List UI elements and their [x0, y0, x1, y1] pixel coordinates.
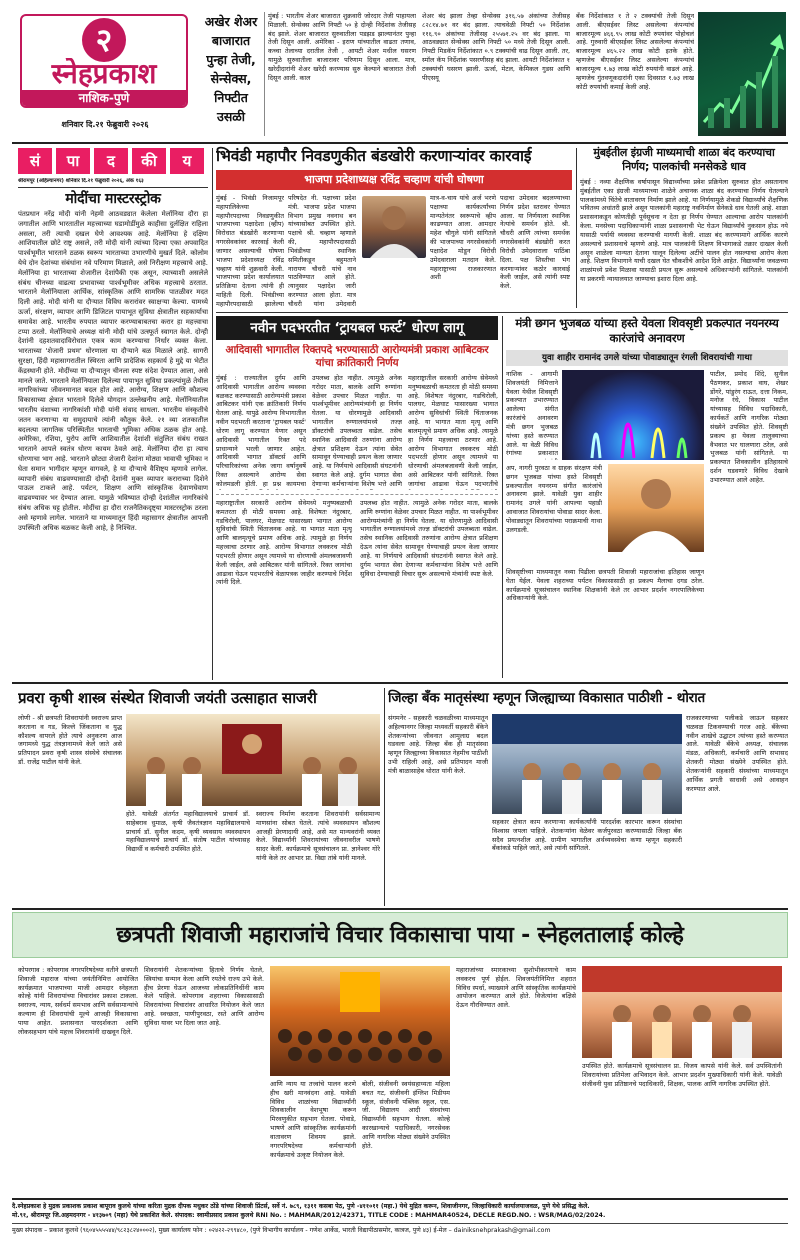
pravara-headline: प्रवरा कृषी शास्त्र संस्थेत शिवाजी जयंती उत्साहात साजरी [18, 689, 317, 707]
fountain-icon [562, 370, 704, 460]
market-col-2: शेअर बंद झाला तेव्हा सेन्सेक्स ३१६.५७ अंकांच्या तेजीसह ८२८१४.७१ वर बंद झाला. त्याचवेळी निफ्टी ५० निर्देशांक ११६.९० अंकांच्या तेजीसह २५५७१.२५ वर बंद झाला. या आठवड्यात सेन्सेक्स आणि निफ्टी ५० मध्ये तेजी दिसून आली. निफ्टी मिडकॅप निर्देशांकात ०.९ टक्क्यांची वाढ दिसून आली. तर, स्मॉल कॅप निर्देशांक पसरणीसह बंद झाला. आयटी निर्देशांकात १ टक्क्यांची घसरण झाली. ऊर्जा, मेटल, केमिकल गुडस आणि पीएसयू [422, 12, 570, 82]
bhujbal-story [506, 316, 788, 678]
date-line: शनिवार दि.२१ फेब्रुवारी २०२६ [61, 120, 149, 129]
kolhe-col-4: बोली, संजीवनी स्वयंसहाय्यता महिला बचत गट, संजीवनी इंग्लिश मिडीयम स्कूल, संजीवनी पब्लिक स्कूल, एस. जी. विद्यालय आदी संस्थांच्या विद्यार्थ्यांनी सहभाग घेतला. कोल्हे कारखान्याचे पदाधिकारी, नगरसेवक आणि नागरिक मोठ्या संख्येने उपस्थित होते. [362, 1080, 450, 1150]
tribal-col-2: उपलब्ध होत नाहीत. त्यामुळे अनेक गरोदर माता, बालके आणि रुग्णांना वेळेवर उपचार मिळत नाहीत. या पार्श्वभूमीवर आरोग्यमंत्र्यांनी हा निर्णय घेतला. या धोरणामुळे आदिवासी भागातील रुग्णालयांमध्ये तज्ज्ञ डॉक्टरांची उपलब्धता वाढेल. तसेच स्थानिक आदिवासी तरुणांना आरोग्य क्षेत्रात प्रशिक्षण देऊन त्यांना सेवेत सामावून घेण्याचाही प्रयत्न केला जाणार आहे. या निर्णयाचे आदिवासी संघटनांनी स्वागत केले आहे. दुर्गम भागात सेवा देणाऱ्या कर्मचाऱ्यांना विशेष भत्ते आणि [312, 374, 402, 488]
edition-bar [22, 90, 186, 106]
kolhe-col-5: महाराजांच्या स्मारकाच्या सुशोभीकरणाचे काम लवकरच पूर्ण होईल. शिवजयंतीनिमित्त शहरात विविध स्पर्धा, व्याख्याने आणि सांस्कृतिक कार्यक्रमांचे आयोजन करण्यात आले होते. विजेत्यांना बक्षिसे देऊन गौरविण्यात आले. [456, 966, 576, 1010]
editorial-body: पंतप्रधान नरेंद्र मोदी यांनी नेहमी आठवड्यात केलेला मेलॉनिया दौरा हा जगातील आणि भारतातील महत्त्वाच्या घडामोडींमुळे काहीसा दुर्लक्षित राहिला असला, तरी त्याची दखल घेणे आवश्यक आहे. मेलॉनिया हे दक्षिण आशियातील छोटे राष्ट्र असले, तरी मोदी यांनी त्यांच्या दिल्या एका अपवादित पार्श्वभूमीत भारताने ठळक स्वरूप भारताच्या उभारणीचे मुखर्त दिले. कोलोम येथे दोन देशांच्या संबंधांना नवे परिमाण मिळाले, असे निरीक्षण महत्त्वाचे आहे. मेलॉनिया हा भारताच्या शेजारील देशांपैकी एक असून, त्याच्याशी असलेले संबंध चीनच्या वाढत्या प्रभावाच्या पार्श्वभूमीवर अधिक महत्त्वाचे ठरतात. भारताने मेलॉनियाला आर्थिक, सांस्कृतिक आणि सामरिक पातळीवर मदत दिली आहे. मोदी यांनी या दौऱ्यात विविध करारांवर स्वाक्षऱ्या केल्या. यामध्ये ऊर्जा, संरक्षण, व्यापार आणि डिजिटल पायाभूत सुविधा क्षेत्रातील सहकार्याचा समावेश आहे. भारतीय रुपयात व्यापार करण्याबाबतचा करार हा महत्त्वाचा टप्पा ठरतो. मेलॉनियाचे अध्यक्ष यांनी मोदी यांचे उत्स्फूर्त स्वागत केले. दोन्ही देशांनी दहशतवादाविरोधात एकत्र काम करण्याचा निर्धार व्यक्त केला. भारताच्या 'शेजारी प्रथम' धोरणाला या दौऱ्याने बळ मिळाले आहे. सागरी सुरक्षा, हिंदी महासागरातील स्थिरता आणि प्रादेशिक सहकार्य हे मुद्दे या भेटीत केंद्रस्थानी होते. मोदींच्या या दौऱ्यातून चीनला स्पष्ट संदेश देण्यात आला, असे मानले जाते. भारताने मेलॉनियाला दिलेल्या पायाभूत सुविधा प्रकल्पांमुळे तेथील नागरिकांच्या जीवनमानात बदल होत आहे. आरोग्य, शिक्षण आणि कौशल्य विकासाच्या क्षेत्रात भारताने दिलेले योगदान उल्लेखनीय आहे. मेलॉनियातील भारतीय वंशाच्या नागरिकांशी मोदी यांनी संवाद साधला. भारतीय संस्कृतीचे जतन करणाऱ्या या समुदायाचे त्यांनी कौतुक केले. २१ व्या शतकातील बदलत्या जागतिक परिस्थितीत भारताची भूमिका अधिक ठळक होत आहे. अमेरिका, रशिया, युरोप आणि आशियातील देशांशी संतुलित संबंध राखत भारताने आपले स्वतंत्र धोरण कायम ठेवले आहे. मेलॉनिया दौरा हा त्याच धोरणाचा भाग आहे. भारताने छोट्या शेजारी देशांना मोठ्या भावाची भूमिका न घेता समान भागीदार म्हणून वागवले, हे या दौऱ्याचे वैशिष्ट्य म्हणावे लागेल. व्यापारी संबंध वाढवण्यासाठी दोन्ही देशांनी मुक्त व्यापार कराराच्या दिशेने पाऊल टाकले आहे. पर्यटन, शिक्षण आणि सांस्कृतिक देवाणघेवाण वाढवण्यावर भर देण्यात आला. यामुळे भविष्यात दोन्ही देशांतील नागरिकांचे संबंध अधिक घट्ट होतील. मोदींचा हा दौरा राजनैतिकदृष्ट्या मास्टरस्ट्रोक ठरला असे म्हणावे लागेल. भारताने या माध्यमातून हिंदी महासागर क्षेत्रातील आपली उपस्थिती अधिक बळकट केली आहे, हे निश्चित. [18, 210, 208, 532]
bhujbal-subhead: युवा शाहीर रामानंद उगले यांच्या पोवाड्यातून रंगली शिवरायांची गाथा [542, 353, 752, 363]
market-heading-line: अखेर शेअर [204, 14, 258, 29]
imprint-line-1: दै.स्नेहप्रकाश हे मुद्रक प्रकाशक प्रकाश बापूराव कुलथे यांच्या करिता मुद्रक दीपक मधुकर ठोंडे यांच्या शिवाजी प्रिंटर्स, सर्वे नं. ७८९, १३११ कसबा पेठ, पुणे -४११०११ (महा.) येथे मुद्रित करून, शिवाजीनगर, जिल्हाधिकारी कार्यालयाजवळ, पुणे येथे प्रसिद्ध केले. [12, 1203, 590, 1210]
tribal-lower-text [216, 494, 498, 678]
issue-badge [82, 18, 126, 62]
kolhe-col-3: आणि न्याय या तत्त्वांचे पालन करणे हीच खरी मानवंदना आहे. यावेळी विविध शाळांच्या विद्यार्थ्यांनी शिवकालीन वेशभूषा करून मिरवणुकीत सहभाग घेतला. पोवाडे, भाषणे आणि सांस्कृतिक कार्यक्रमांनी वातावरण शिवमय झाले. नगरपरिषदेच्या कर्मचाऱ्यांनी कार्यक्रमाचे उत्कृष्ट नियोजन केले. [270, 1080, 356, 1159]
bank-col-2: सहकार क्षेत्रात काम करणाऱ्या कार्यकर्त्यांनी पारदर्शक कारभार करून संस्थांचा विश्वास जपला पाहिजे. शेतकऱ्यांना वेळेवर कर्जपुरवठा करण्यासाठी जिल्हा बँक सदैव प्रयत्नशील आहे. ग्रामीण भागातील अर्थव्यवस्थेचा कणा म्हणून सहकारी बँकांकडे पाहिले जाते, असे त्यांनी सांगितले. [492, 818, 682, 853]
bhiwandi-subhead: भाजपा प्रदेशाध्यक्ष रविंद्र चव्हाण यांची घोषणा [304, 173, 484, 186]
kolhe-stage-photo [582, 966, 782, 1058]
paper-name: स्नेहप्रकाश [51, 58, 157, 90]
bhujbal-portrait [608, 464, 704, 552]
editorial-title: मोदींचा मास्टरस्ट्रोक [65, 191, 161, 207]
bhujbal-col-3: पाटील, प्रमोद शिंदे, सुनील पैठणकर, प्रकाश वाघ, शेखर डोंगरे, पांडुरंग राऊत, दत्ता निकम, मनोज रंधे, विकास पाटील यांच्यासह विविध पदाधिकारी, कार्यकर्ते आणि नागरिक मोठ्या संख्येने उपस्थित होते. शिवसृष्टी प्रकल्प हा येवला तालुक्याच्या वैभवात भर घालणारा ठरेल, असे भुजबळ यांनी सांगितले. या प्रकल्पात शिवकालीन इतिहासाचे दर्शन घडवणारे विविध देखावे उभारण्यात आले आहेत. [710, 370, 788, 484]
kolhe-crowd-photo [270, 966, 450, 1076]
bhiwandi-subhead-bar [216, 170, 572, 190]
tribal-subhead: आदिवासी भागातील रिक्तपदे भरण्यासाठी आरोग्यमंत्री प्रकाश आबिटकर यांचा क्रांतिकारी निर्णय [225, 344, 489, 369]
tribal-headline-bar [216, 316, 498, 340]
bhiwandi-col-1: मुंबई - भिवंडी निजामपूर महापालिकेच्या महापौरपदाच्या निवडणुकीत भाजपाच्या पक्षादेशा (व्हीप) विरोधात बंडखोरी करणाऱ्या नगरसेवकांवर कारवाई केली जाणार असल्याची घोषणा भाजपा प्रदेशाध्यक्ष रविंद्र चव्हाण यांनी शुक्रवारी केली. भाजपाच्या प्रदेश कार्यालयात प्रतिक्रिया देताना त्यांनी ही माहिती दिली. भिवंडीच्या महापौरपदासाठी झालेल्या [216, 194, 284, 308]
editorial-letter: द [94, 148, 128, 174]
kolhe-col-2: शिवरायांनी शेतकऱ्यांच्या हिताचे निर्णय घेतले, स्त्रियांचा सन्मान केला आणि रयतेचे राज्य उभे केले. हीच प्रेरणा घेऊन आजच्या लोकप्रतिनिधींनी काम केले पाहिजे. कोपरगाव शहराच्या विकासासाठी शिवरायांच्या विचारांवर आधारित नियोजन केले जात आहे. स्वच्छता, पाणीपुरवठा, रस्ते आणि आरोग्य सुविधा यावर भर दिला जात आहे. [144, 966, 264, 1027]
market-heading-line: निफ्टीत [214, 90, 248, 105]
market-heading-line: बाजारात [211, 33, 251, 48]
editorial-banner [18, 148, 208, 174]
school-story [580, 146, 788, 310]
imprint-line-2: मो.९१, श्रीरामपूर जि.अहमदनगर - ४१३७०९ (महा) येथे प्रकाशित केले. संपादक: स्वामीप्रसाद प्रकाश कुलथे RNI No. : MAHMAR/2012/42371, TITLE CODE : MAHMAR40524, DECLE REGD.NO. : WSR/MAG/02/2024. [12, 1212, 606, 1220]
tribal-col-1: मुंबई : राज्यातील दुर्गम आणि आदिवासी भागातील आरोग्य व्यवस्था बळकट करण्यासाठी आरोग्यमंत्री प्रकाश आबिटकर यांनी एक क्रांतिकारी निर्णय घेतला आहे. यापुढे आरोग्य विभागातील नवीन पदभरती करताना 'ट्रायबल फर्स्ट' धोरण लागू करण्यात येणार असून आदिवासी भागातील रिक्त पदे प्राधान्याने भरली जाणार आहेत. आदिवासी भागात डॉक्टर्स आणि परिचारिकांच्या अनेक जागा वर्षानुवर्षे रिक्त असल्याने आरोग्य सेवा कोलमडली होती. हा प्रश्न कायमचा [216, 374, 306, 488]
pravara-col-2: होते. यावेळी अंतर्गत महाविद्यालयाचे प्राचार्य डॉ. साहेबराव धुमाळ, कृषी जैवतंत्रज्ञान महाविद्यालयाचे प्राचार्य डॉ. सुनील कदम, कृषी व्यवसाय व्यवस्थापन महाविद्यालयाचे प्राचार्य डॉ. संतोष पाटील यांच्यासह विद्यार्थी व कर्मचारी उपस्थित होते. [126, 810, 250, 854]
logo-box [20, 14, 188, 108]
bhiwandi-portrait [362, 196, 426, 258]
editorial-letter: पा [56, 148, 90, 174]
bhujbal-subhead-bar [506, 350, 788, 366]
bhiwandi-story [216, 146, 572, 310]
fountain-photo [562, 370, 704, 460]
tribal-lower-col-2: उपलब्ध होत नाहीत. त्यामुळे अनेक गरोदर माता, बालके आणि रुग्णांना वेळेवर उपचार मिळत नाहीत. या पार्श्वभूमीवर आरोग्यमंत्र्यांनी हा निर्णय घेतला. या धोरणामुळे आदिवासी भागातील रुग्णालयांमध्ये तज्ज्ञ डॉक्टरांची उपलब्धता वाढेल. तसेच स्थानिक आदिवासी तरुणांना आरोग्य क्षेत्रात प्रशिक्षण देऊन त्यांना सेवेत सामावून घेण्याचाही प्रयत्न केला जाणार आहे. या निर्णयाचे आदिवासी संघटनांनी स्वागत केले आहे. दुर्गम भागात सेवा देणाऱ्या कर्मचाऱ्यांना विशेष भत्ते आणि सुविधा देण्याचाही विचार सुरू असल्याचे मंत्र्यांनी स्पष्ट केले. [360, 499, 498, 578]
kolhe-col-6: उपस्थित होते. कार्यक्रमाचे सूत्रसंचालन प्रा. विजय कापसे यांनी केले. सर्व उपस्थितांनी शिवरायांच्या प्रतिमेला अभिवादन केले. आभार प्रदर्शन मुख्याधिकारी यांनी केले. यावेळी संजीवनी युवा प्रतिष्ठानचे पदाधिकारी, शिक्षक, पालक आणि नागरिक उपस्थित होते. [582, 1062, 782, 1088]
group-photo-icon [126, 714, 380, 806]
bhujbal-col-2: अप, नागरी पुरवठा व ग्राहक संरक्षण मंत्री छगन भुजबळ यांच्या हस्ते शिवसृष्टी प्रकल्पातील नयनरम्य संगीत कारंजांचे अनावरण झाले. यावेळी युवा शाहीर रामानंद उगले यांनी आपल्या पहाडी आवाजात शिवरायांचा पोवाडा सादर केला. पोवाड्यातून शिवरायांच्या पराक्रमाची गाथा उलगडली. [506, 464, 602, 534]
pravara-photo [126, 714, 380, 806]
market-heading-line: सेन्सेक्स, [210, 71, 252, 86]
tribal-col-3: महाराष्ट्रातील सरकारी आरोग्य सेवेमध्ये मनुष्यबळाची कमतरता ही मोठी समस्या आहे. विशेषतः नंदुरबार, गडचिरोली, पालघर, मेळघाट यासारख्या भागात आरोग्य सुविधांची स्थिती चिंताजनक आहे. या भागात माता मृत्यू आणि बालमृत्यूचे प्रमाण अधिक आहे. त्यामुळे हा निर्णय महत्त्वाचा ठरणार आहे. आरोग्य विभागात लवकरच मोठी पदभरती होणार असून त्यामध्ये या धोरणाची अंमलबजावणी केली जाईल, असे आबिटकर यांनी सांगितले. रिक्त जागांचा आढावा घेऊन पदभरतीचे [408, 374, 498, 488]
market-heading [200, 12, 262, 136]
market-heading-line: पुन्हा तेजी, [206, 52, 256, 67]
editorial-letter: सं [18, 148, 52, 174]
person-icon [608, 464, 704, 552]
bank-story [388, 688, 788, 906]
bank-photo [492, 714, 682, 814]
crowd-icon [270, 966, 450, 1076]
kolhe-col-1: कोपरगाव : कोपरगाव नगरपरिषदेच्या वतीने छत्रपती शिवाजी महाराज यांच्या जयंतीनिमित्त आयोजित कार्यक्रमात भाजपाच्या माजी आमदार स्नेहलता कोल्हे यांनी शिवरायांच्या विचारांवर प्रकाश टाकला. स्वराज्य, न्याय, सर्वधर्म समभाव आणि सर्वसामान्यांचे कल्याण ही शिवरायांची मूल्ये आजही विकासाचा पाया आहेत. प्रशासनात पारदर्शकता आणि लोकसहभाग यांचे महत्त्व शिवरायांनी दाखवून दिले. [18, 966, 138, 1036]
event-photo-icon [492, 714, 682, 814]
bhiwandi-col-2: परिषदेत नी. पक्षाच्या प्रदेश मंत्री. भाजपा प्रदेश भाजपा विभाग प्रमुख नवनाथ बन यांच्यासोबत उपस्थित होते. पक्षाचे श्री. चव्हाण म्हणाले की, महापौरपदासाठी भिवंडीच्या स्थानिक समितीकडून बहुमताने नारायण चौधरी यांचे नाव पाठविण्यात आले होते. त्यानुसार पक्षादेश जारी करण्यात आला होता. मात्र चौधरी यांना उमेदवारी [288, 194, 356, 308]
tribal-lower-col-1: महाराष्ट्रातील सरकारी आरोग्य सेवेमध्ये मनुष्यबळाची कमतरता ही मोठी समस्या आहे. विशेषतः नंदुरबार, गडचिरोली, पालघर, मेळघाट यासारख्या भागात आरोग्य सुविधांची स्थिती चिंताजनक आहे. या भागात माता मृत्यू आणि बालमृत्यूचे प्रमाण अधिक आहे. त्यामुळे हा निर्णय महत्त्वाचा ठरणार आहे. आरोग्य विभागात लवकरच मोठी पदभरती होणार असून त्यामध्ये या धोरणाची अंमलबजावणी केली जाईल, असे आबिटकर यांनी सांगितले. रिक्त जागांचा आढावा घेऊन पदभरतीचे वेळापत्रक जाहीर करण्याचे निर्देश त्यांनी दिले. [216, 499, 352, 587]
pravara-col-1: लोणी - श्री छत्रपती शिवरायांनी स्वराज्य प्राप्त करताना व गड, किल्ले जिंकताना व युद्ध कौशल्य वापरले होते त्याचे अनुकरण आज जगामध्ये युद्ध तंत्रज्ञानामध्ये केले जाते असे प्रतिपादन प्रवरा कृषी शास्त्र संस्थेचे संचालक डॉ. राजेंद्र पाटील यांनी केले. [18, 714, 122, 767]
kolhe-headline-bar [12, 912, 788, 958]
masthead [12, 8, 788, 140]
bhujbal-headline: मंत्री छगन भुजबळ यांच्या हस्ते येवला शिवसृष्टी प्रकल्पात नयनरम्य कारंजांचे अनावरण [515, 316, 779, 345]
pravara-col-3: स्वराज्य निर्माण करताना शिवरायांनी सर्वसामान्य माणसांना सोबत घेतले. त्यांचे व्यवस्थापन कौशल्य आजही प्रेरणादायी आहे, असे मत मान्यवरांनी व्यक्त केले. विद्यार्थ्यांनी शिवरायांच्या जीवनावरील भाषणे सादर केली. कार्यक्रमाचे सूत्रसंचालन प्रा. ज्ञानेश्वर गोरे यांनी केले तर आभार प्रा. विद्या तांबे यांनी मानले. [256, 810, 380, 863]
market-heading-line: उसळी [216, 109, 246, 124]
stock-chart-image [698, 12, 786, 136]
pravara-story [18, 688, 380, 906]
edition-label: नाशिक-पुणे [78, 91, 130, 105]
tribal-lower [216, 494, 498, 678]
bhujbal-col-4: शिवसृष्टीच्या माध्यमातून नव्या पिढीला छत्रपती शिवाजी महाराजांचा इतिहास जाणून घेता येईल. येवला शहराच्या पर्यटन विकासासाठी हा प्रकल्प मैलाचा दगड ठरेल. कार्यक्रमाचे सूत्रसंचालन स्थानिक शिक्षकांनी केले तर आभार प्रदर्शन नगरपालिकेच्या अधिकाऱ्यांनी केले. [506, 568, 704, 603]
bhujbal-col-1: नाशिक - आगामी शिवजयंती निमित्ताने येवला येथील शिवसृष्टी प्रकल्पात उभारण्यात आलेल्या संगीत कारंजांचे अनावरण मंत्री छगन भुजबळ यांच्या हस्ते करण्यात आले. या वेळी विविध रंगांच्या प्रकाशात [506, 370, 558, 458]
school-body: मुंबई : नव्या शैक्षणिक वर्षापासून विद्यार्थ्यांच्या प्रवेश प्रक्रियेला सुरुवात होत असतानाच मुंबईतील एका इंग्रजी माध्यमाच्या शाळेने अचानक शाळा बंद करण्याचा निर्णय घेतल्याने पालकांमध्ये चिंतेचे वातावरण निर्माण झाले आहे. या निर्णयामुळे शेकडो विद्यार्थ्यांचे शैक्षणिक भवितव्य अधांतरी झाले असून पालकांनी महाराष्ट्र नवनिर्माण सेनेकडे धाव घेतली आहे. शाळा प्रशासनाकडून कोणतीही पूर्वसूचना न देता हा निर्णय घेण्यात आल्याचा आरोप पालकांनी केला. मनसेच्या पदाधिकाऱ्यांनी शाळा प्रशासनाची भेट घेऊन विद्यार्थ्यांचे नुकसान होऊ नये यासाठी पर्यायी व्यवस्था करण्याची मागणी केली. शाळा बंद करण्यामागे आर्थिक कारणे असल्याचे प्रशासनाचे म्हणणे आहे. मात्र पालकांनी शिक्षण विभागाकडे तक्रार दाखल केली असून शाळेला मान्यता देताना घालून दिलेल्या अटींचे पालन होत नसल्याचा आरोप केला आहे. शिक्षण विभागाने याची दखल घेत चौकशीचे आदेश दिले आहेत. विद्यार्थ्यांना जवळच्या शाळांमध्ये प्रवेश मिळावा यासाठी प्रयत्न सुरू असल्याचे अधिकाऱ्यांनी सांगितले. पालकांनी या प्रकरणी न्यायालयात जाण्याचा इशारा दिला आहे. [580, 178, 788, 284]
bank-col-1: संगमनेर - सहकारी चळवळीच्या माध्यमातून अहिल्यानगर जिल्हा मध्यवर्ती सहकारी बँकेने शेतकऱ्यांच्या जीवनात आमूलाग्र बदल घडवला आहे. जिल्हा बँक ही मातृसंस्था म्हणून जिल्ह्याच्या विकासात नेहमीच पाठीशी उभी राहिली आहे, असे प्रतिपादन माजी मंत्री बाळासाहेब थोरात यांनी केले. [388, 714, 488, 775]
issue-number: २ [95, 21, 113, 59]
kolhe-headline: छत्रपती शिवाजी महाराजांचे विचार विकासाचा पाया - स्नेहलतालाई कोल्हे [116, 923, 684, 948]
person-icon [362, 196, 426, 258]
editorial [18, 148, 208, 680]
editorial-letter: की [132, 148, 166, 174]
bank-headline: जिल्हा बँक मातृसंस्था म्हणून जिल्ह्याच्या विकासात पाठीशी - थोरात [388, 690, 705, 706]
imprint-line-3: मुख्य संपादक – प्रकाश कुलथे (९६०४५५५५४४/९८२३८२४०००२), मुख्य कार्यालय फोन : ०२४२२-२९९४८०, (पुणे विभागीय कार्यालय - गणेश आर्केड, भारती विद्यापीठासमोर, कात्रज, पुणे ४३) ई-मेल – dainiksnehprakash@gmail.com [12, 1223, 788, 1235]
stage-photo-icon [582, 966, 782, 1058]
market-col-3: बँक निर्देशांकात १ ते २ टक्क्यांची तेजी दिसून आली. बीएसईवर लिस्ट असलेल्या कंपन्यांचं बाजारमूल्य ४६६.९५ लाख कोटी रुपयांवर पोहोचलं आहे. गुरुवारी बीएसईवर लिस्ट असलेल्या कंपन्यांचं बाजारमूल्य ४६५.२२ लाख कोटी इतके होते. म्हणजेच बीएसईवर लिस्ट असलेल्या कंपन्यांचं बाजारमूल्य १.७३ लाख कोटी रुपयांनी वाढलं आहे. म्हणजेच गुंतवणूकदारांनी एका दिवसात १.७३ लाख कोटी रुपयांची कमाई केली आहे. [576, 12, 694, 91]
tribal-headline: नवीन पदभरतीत ‘ट्रायबल फर्स्ट’ धोरण लागू [250, 320, 464, 336]
editorial-letter: य [170, 148, 204, 174]
imprint-footer [12, 1202, 788, 1256]
bhiwandi-headline: भिवंडी महापौर निवडणुकीत बंडखोरी करणाऱ्यांवर कारवाई [216, 147, 532, 165]
kolhe-story [12, 912, 788, 1194]
bhiwandi-col-3: मात्र-व-चाय यांचे अर्ज भरणे पक्षाच्या कार्यकर्त्यांच्या मान्यतेनंतर स्वरूपाचे व्हीप काढण्यात आला. आमदार महेश चौगुले यांनी सांगितले की भाजपाच्या नगरसेवकांनी पक्षादेश मोडून विरोधी उमेदवाराला मतदान केले. महाराष्ट्राच्या राजकारणात अशी [430, 194, 496, 282]
bhiwandi-col-4: पदाचा उमेदवार बदलण्याच्या निर्णय प्रदेश स्तरावर घेण्यात आला. या निर्णयाला स्थानिक नेत्यांचे समर्थन होते. श्री. चौधरी आणि त्यांच्या समर्थक नगरसेवकांनी बंडखोरी करत विरोधी उमेदवाराला पाठिंबा दिला. पक्ष शिस्तीचा भंग करणाऱ्यांवर कठोर कारवाई केली जाईल, असे त्यांनी स्पष्ट केले. [500, 194, 570, 291]
school-headline: मुंबईतील इंग्रजी माध्यमाची शाळा बंद करण्याचा निर्णय; पालकांची मनसेकडे धाव [593, 146, 775, 173]
tribal-story [216, 316, 498, 492]
market-col-1: मुंबई : भारतीय शेअर बाजारात शुक्रवारी जोरदार तेजी पाहायला मिळाली. सेन्सेक्स आणि निफ्टी ५० हे दोन्ही निर्देशांक तेजीसह बंद झाले. शेअर बाजारात सुरुवातीला पडझड झाल्यानंतर पुन्हा तेजी दिसून आली. अमेरिका - इराण यांच्यातील वाढता तणाव, कच्चा तेलाच्या दरातील तेजी , आयटी शेअर मधील घसरण यामुळे सुरुवातीला बाजारावर परिणाम दिसून आला. मात्र, खरेदीदारांनी शेअर खरेदी करण्यास सुरु केल्याने बाजारात तेजी दिसून आली. काल [268, 12, 416, 82]
trend-arrow-icon [698, 12, 786, 136]
bank-col-3: राजकारणाच्या पलीकडे जाऊन सहकार चळवळ टिकवण्याची गरज आहे. बँकेच्या नवीन शाखेचे उद्घाटन त्यांच्या हस्ते करण्यात आले. यावेळी बँकेचे अध्यक्ष, संचालक मंडळ, अधिकारी, कर्मचारी आणि सभासद शेतकरी मोठ्या संख्येने उपस्थित होते. शेतकऱ्यांनी सहकारी संस्थांच्या माध्यमातून आर्थिक प्रगती साधावी असे आवाहन करण्यात आले. [686, 714, 788, 793]
editorial-subline: श्रीरामपूर (अहिल्यानगर) शनिवार दि.२१ फेब्रुवारी २०२६, अंक १६३ [18, 178, 208, 188]
